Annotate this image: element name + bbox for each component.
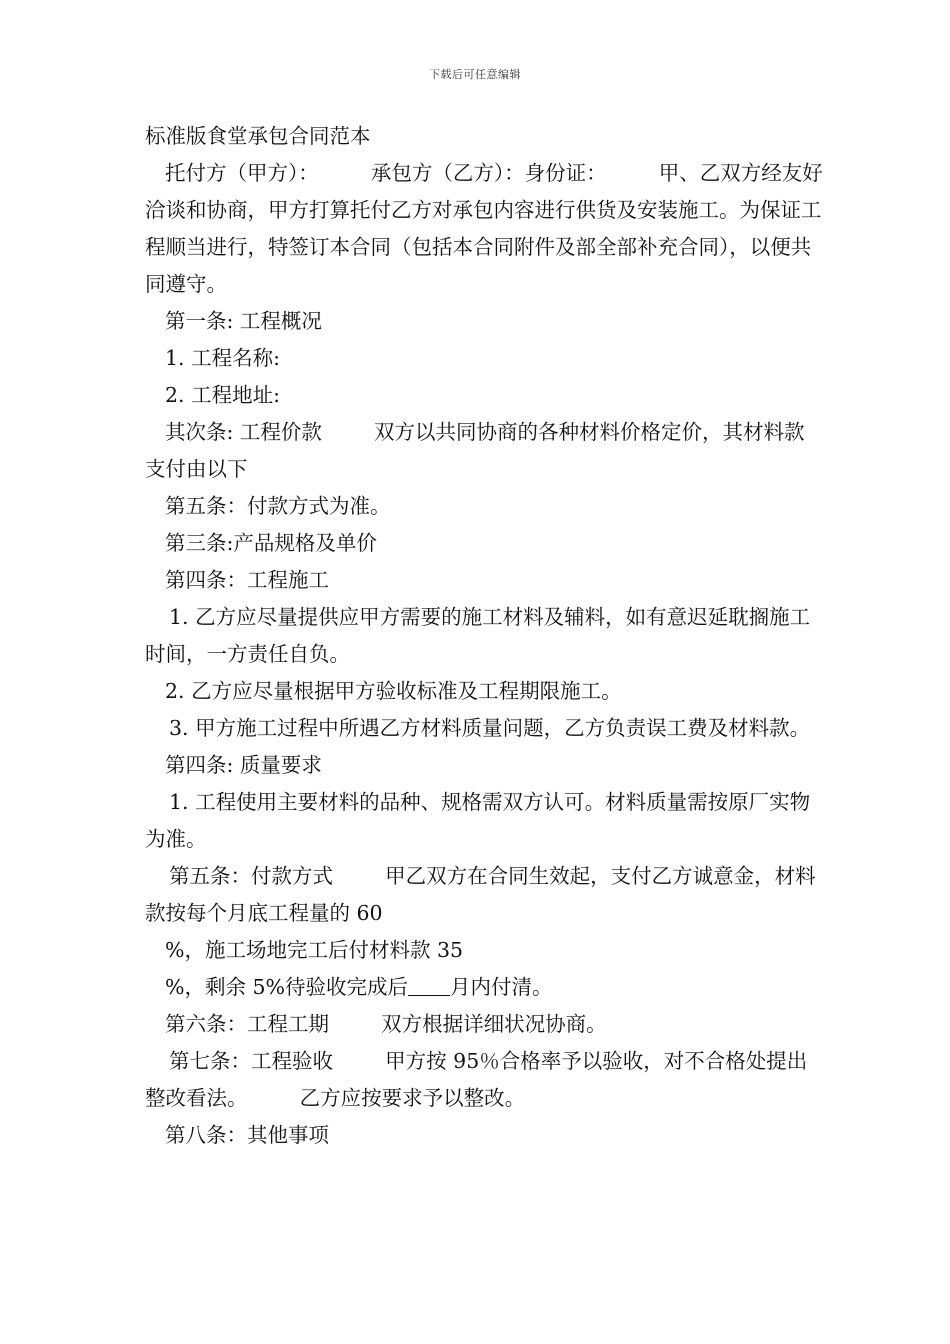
article-4-item-2: 2. 乙方应尽量根据甲方验收标准及工程期限施工。 — [165, 679, 622, 703]
article-4-quality-item-1: 1. 工程使用主要材料的品种、规格需双方认可。材料质量需按原厂实物为准。 — [145, 790, 811, 851]
payment-remaining-text: %，剩余 5%待验收完成后 — [165, 975, 409, 999]
article-1-item-2: 2. 工程地址: — [165, 383, 280, 407]
payment-percentage-line-1: %，施工场地完工后付材料款 35 — [165, 938, 464, 962]
document-title: 标准版食堂承包合同范本 — [145, 124, 371, 148]
article-4-item-1: 1. 乙方应尽量提供应甲方需要的施工材料及辅料，如有意迟延耽搁施工时间，一方责任自负。 — [145, 605, 811, 666]
document-body — [145, 118, 825, 1154]
blank-fill-line — [408, 977, 450, 996]
article-6-paragraph: 第六条：工程工期 双方根据详细状况协商。 — [165, 1012, 607, 1036]
page-header-note: 下载后可任意编辑 — [429, 68, 521, 81]
article-2-paragraph: 其次条: 工程价款 双方以共同协商的各种材料价格定价，其材料款支付由以下 — [145, 420, 805, 481]
article-1-item-1: 1. 工程名称: — [165, 346, 280, 370]
article-7-paragraph: 第七条：工程验收 甲方按 95％合格率予以验收，对不合格处提出整改看法。 乙方应按要求予以整改。 — [145, 1049, 808, 1110]
article-5-payment-basis: 第五条：付款方式为准。 — [165, 494, 391, 518]
article-4-heading: 第四条：工程施工 — [165, 568, 329, 592]
payment-deadline-text: 月内付清。 — [450, 975, 553, 999]
article-4-item-3: 3. 甲方施工过程中所遇乙方材料质量问题，乙方负责误工费及材料款。 — [169, 716, 811, 740]
article-8-heading: 第八条：其他事项 — [165, 1123, 329, 1147]
article-1-heading: 第一条: 工程概况 — [165, 309, 322, 333]
parties-paragraph: 托付方（甲方）： 承包方（乙方）：身份证： 甲、乙双方经友好洽谈和协商，甲方打算托付乙方对承包内容进行供货及安装施工。为保证工程顺当进行，特签订本合同（包括本合同附件及部全部补充合同），以便共同遵守。 — [145, 161, 823, 296]
article-3-heading: 第三条:产品规格及单价 — [165, 531, 377, 555]
payment-percentage-line-2 — [145, 969, 825, 1006]
article-4-quality-heading: 第四条: 质量要求 — [165, 753, 322, 777]
article-5-payment-paragraph: 第五条：付款方式 甲乙双方在合同生效起，支付乙方诚意金，材料款按每个月底工程量的 60 — [145, 864, 816, 925]
